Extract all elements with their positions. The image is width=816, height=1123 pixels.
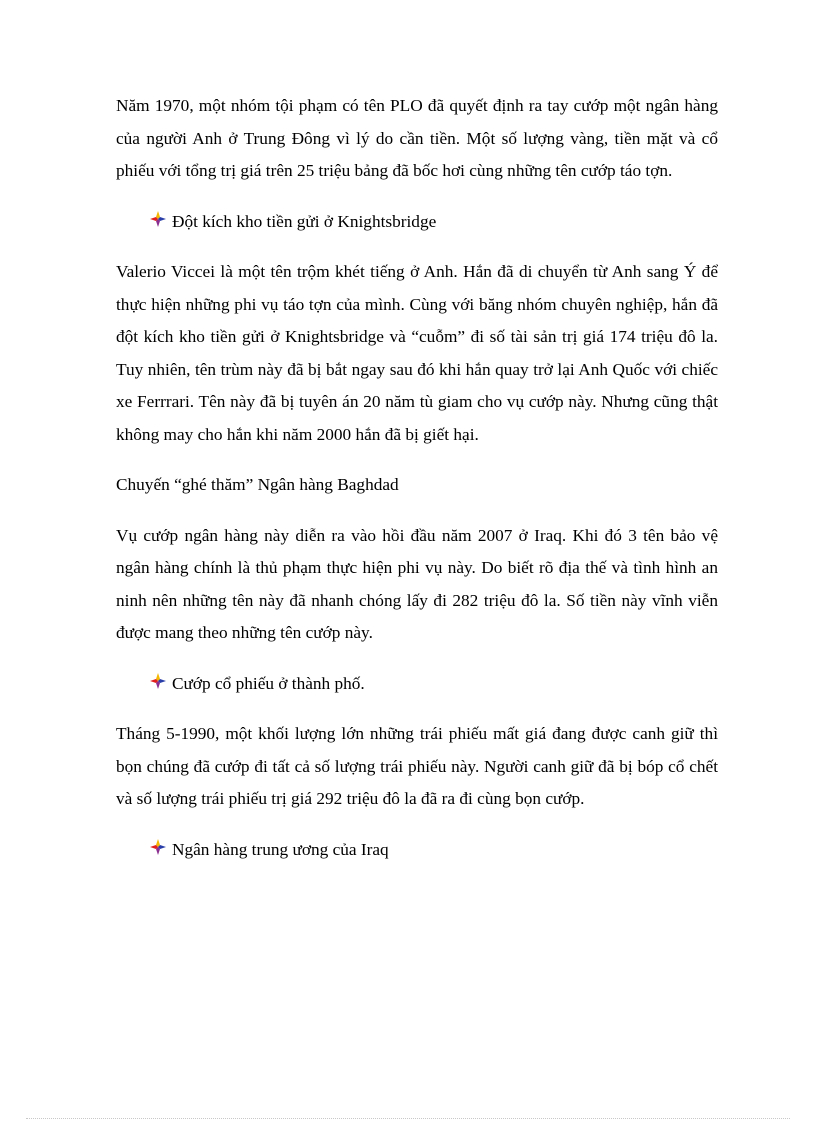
heading-label: Cướp cổ phiếu ở thành phố. [172,673,365,693]
four-point-star-bullet-icon [150,839,166,855]
four-point-star-bullet-icon [150,673,166,689]
paragraph-plo-robbery: Năm 1970, một nhóm tội phạm có tên PLO đã quyết định ra tay cướp một ngân hàng của người Anh ở Trung Đông vì lý do cần tiền. Một số lượng vàng, tiền mặt và cổ phiếu với tổng trị giá trên 25 triệu bảng đã bốc hơi cùng những tên cướp táo tợn. [116,96,718,180]
paragraph-bond-robbery: Tháng 5-1990, một khối lượng lớn những trái phiếu mất giá đang được canh giữ thì bọn chúng đã cướp đi tất cả số lượng trái phiếu này. Người canh giữ đã bị bóp cổ chết và số lượng trái phiếu trị giá 292 triệu đô la đã ra đi cùng bọn cướp. [116,724,718,808]
paragraph-valerio-viccei: Valerio Viccei là một tên trộm khét tiếng ở Anh. Hắn đã di chuyển từ Anh sang Ý để thực hiện những phi vụ táo tợn của mình. Cùng với băng nhóm chuyên nghiệp, hắn đã đột kích kho tiền gửi ở Knightsbridge và “cuỗm” đi số tài sản trị giá 174 triệu đô la. Tuy nhiên, tên trùm này đã bị bắt ngay sau đó khi hắn quay trở lại Anh Quốc với chiếc xe Ferrrari. Tên này đã bị tuyên án 20 năm tù giam cho vụ cướp này. Nhưng cũng thật không may cho hắn khi năm 2000 hắn đã bị giết hại. [116,262,718,444]
page-footer-divider [26,1118,790,1119]
document-body [116,90,718,884]
heading-knightsbridge [116,206,718,239]
heading-city-stocks [116,668,718,701]
heading-label: Chuyến “ghé thăm” Ngân hàng Baghdad [116,475,399,494]
heading-central-bank-iraq [116,834,718,867]
paragraph-iraq-robbery: Vụ cướp ngân hàng này diễn ra vào hồi đầu năm 2007 ở Iraq. Khi đó 3 tên bảo vệ ngân hàng chính là thủ phạm thực hiện phi vụ này. Do biết rõ địa thế và tình hình an ninh nên những tên này đã nhanh chóng lấy đi 282 triệu đô la. Số tiền này vĩnh viễn được mang theo những tên cướp này. [116,525,718,642]
heading-label: Ngân hàng trung ương của Iraq [172,839,389,859]
four-point-star-bullet-icon [150,211,166,227]
heading-baghdad [116,469,718,502]
heading-label: Đột kích kho tiền gửi ở Knightsbridge [172,211,437,231]
